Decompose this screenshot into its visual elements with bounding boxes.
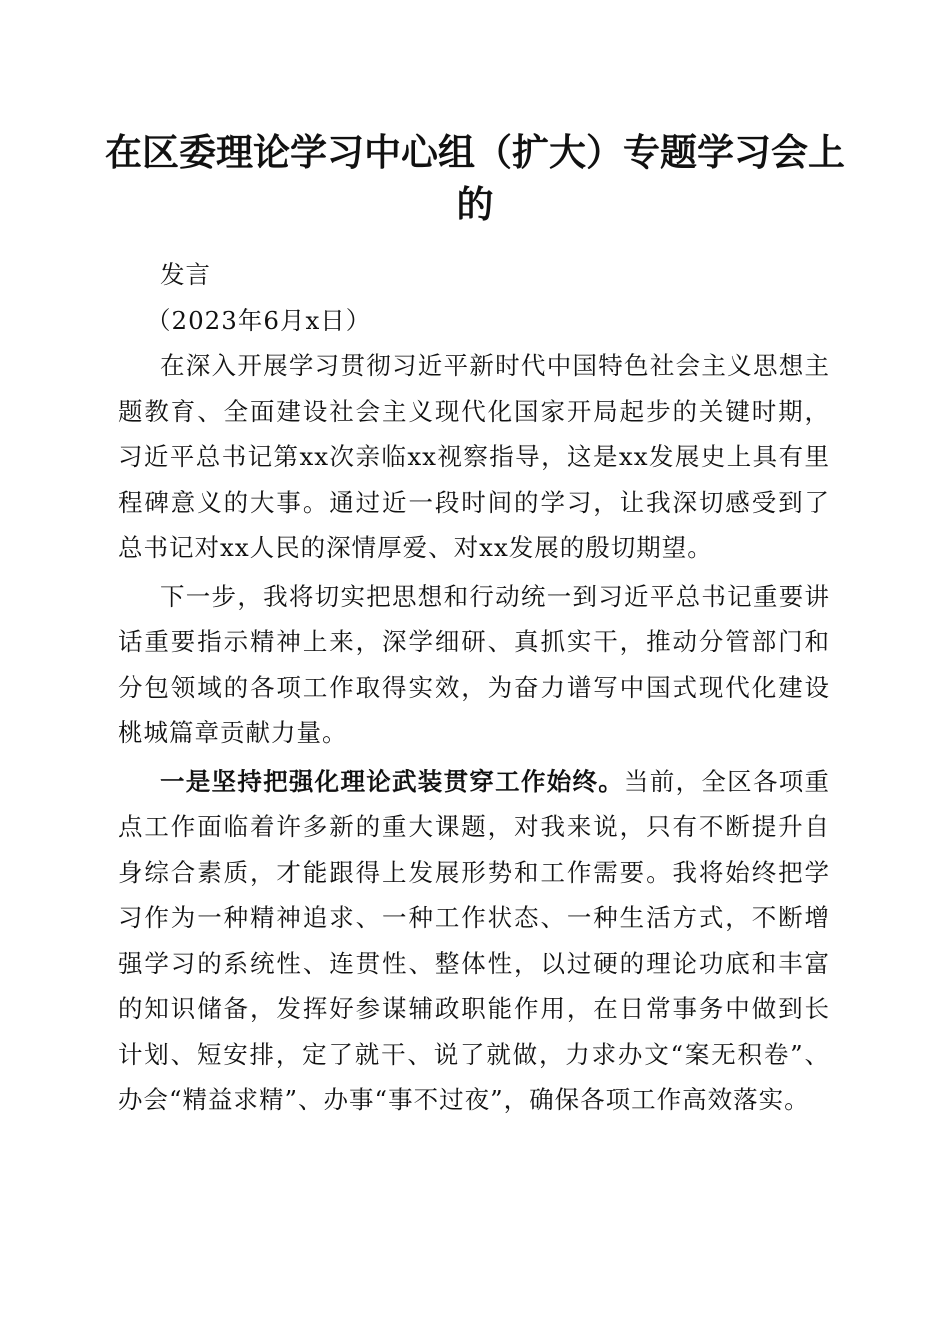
paragraph-2-text: 下一步，我将切实把思想和行动统一到习近平总书记重要讲话重要指示精神上来，深学细研、真抓实干，推动分管部门和分包领域的各项工作取得实效，为奋力谱写中国式现代化建设桃城篇章贡献力量。: [118, 581, 830, 747]
paragraph-3-lead: 一是坚持把强化理论武装贯穿工作始终。: [160, 766, 625, 796]
subtitle: 发言: [160, 260, 211, 289]
title-line-2: 的: [456, 182, 494, 226]
paragraph-3: [118, 759, 830, 1123]
date-line: （2023年6月x日）: [146, 305, 372, 335]
document-body: [118, 252, 830, 1123]
paragraph-1-text: 在深入开展学习贯彻习近平新时代中国特色社会主义思想主题教育、全面建设社会主义现代化国家开局起步的关键时期，习近平总书记第xx次亲临xx视察指导，这是xx发展史上具有里程碑意义的大事。通过近一段时间的学习，让我深切感受到了总书记对xx人民的深情厚爱、对xx发展的殷切期望。: [118, 351, 830, 562]
paragraph-3-text: 当前，全区各项重点工作面临着许多新的重大课题，对我来说，只有不断提升自身综合素质，才能跟得上发展形势和工作需要。我将始终把学习作为一种精神追求、一种工作状态、一种生活方式，不断增强学习的系统性、连贯性、整体性，以过硬的理论功底和丰富的知识储备，发挥好参谋辅政职能作用，在日常事务中做到长计划、短安排，定了就干、说了就做，力求办文“案无积卷”、办会“精益求精”、办事“事不过夜”，确保各项工作高效落实。: [118, 766, 831, 1114]
paragraph-2: [118, 574, 830, 756]
title-line-1: 在区委理论学习中心组（扩大）专题学习会上: [105, 130, 845, 174]
document-title: [100, 126, 850, 230]
paragraph-1: [118, 343, 830, 571]
